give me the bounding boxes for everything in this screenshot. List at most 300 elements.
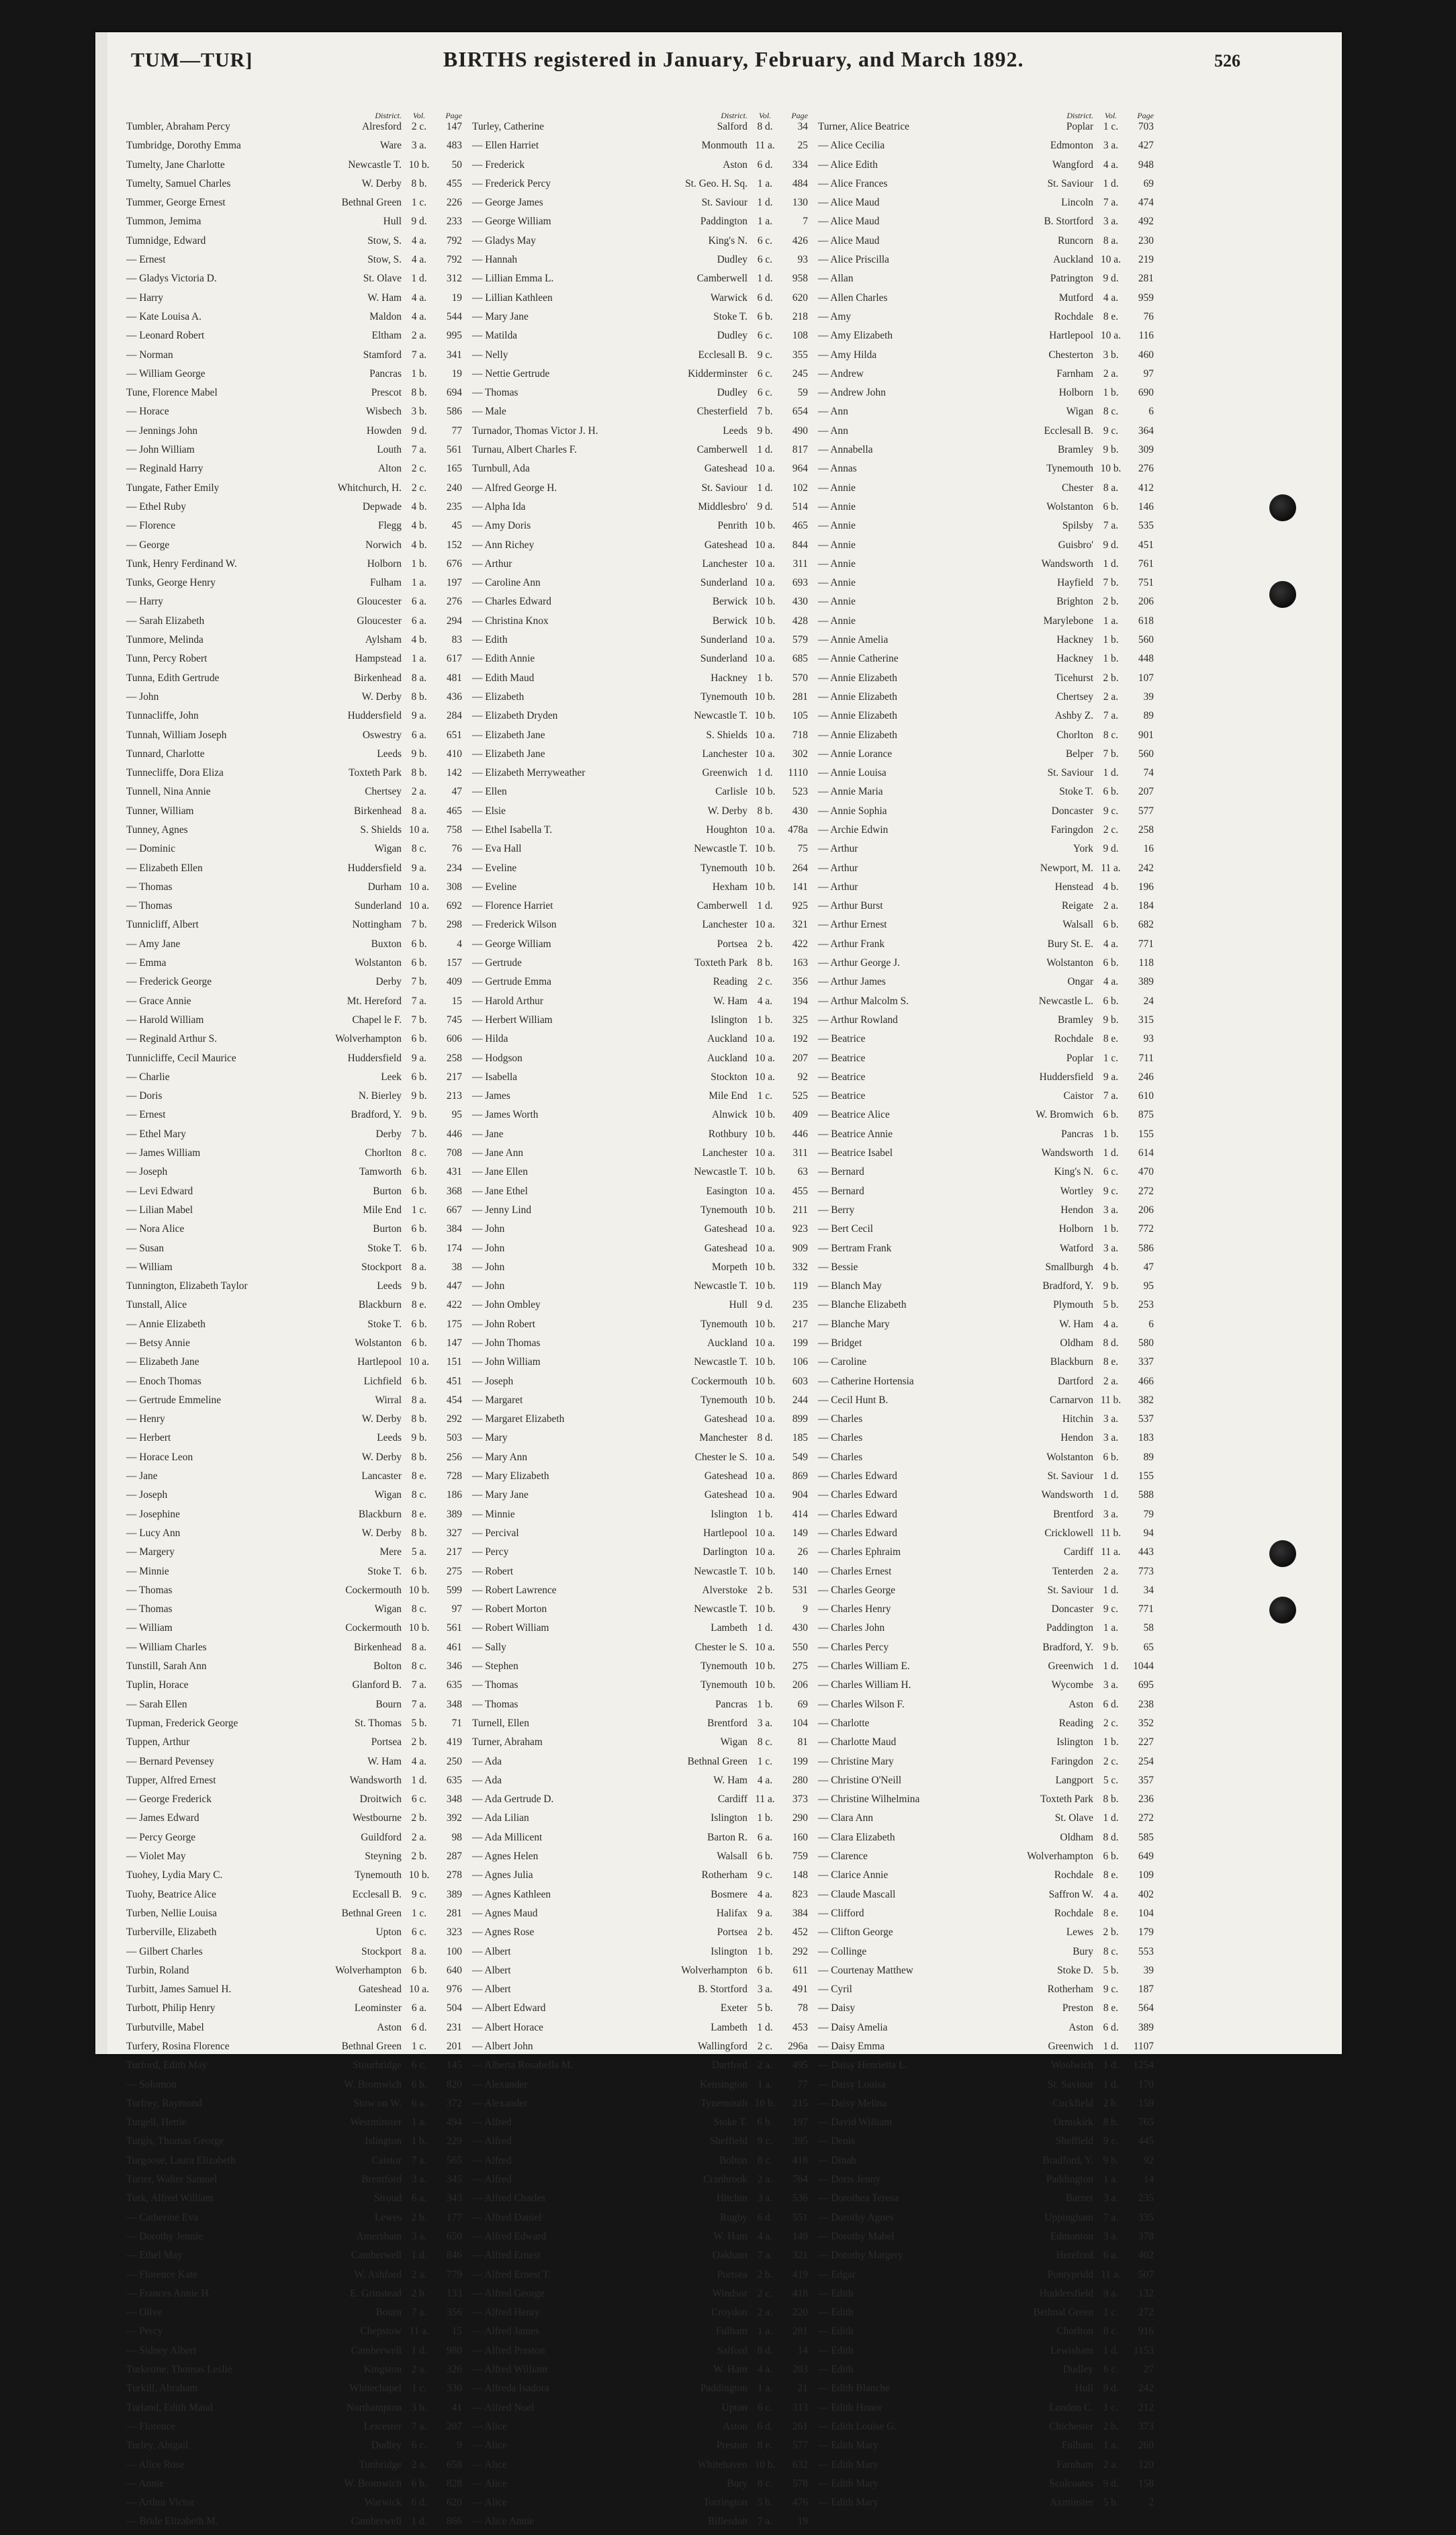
entry-page: 109 [1138,1869,1154,1881]
register-entry [818,843,1154,862]
register-entry [126,2402,462,2421]
entry-district: Farnham [1056,2458,1093,2471]
entry-district: Rotherham [701,1869,747,1881]
entry-volume: 3 a. [1103,1242,1119,1254]
entry-district: Cockermouth [345,1622,402,1634]
register-entry [126,235,462,254]
entry-district: Birkenhead [354,672,402,684]
entry-name: — Clara Elizabeth [818,1831,895,1843]
entry-district: Newcastle L. [1038,995,1093,1007]
entry-page: 470 [1138,1166,1154,1178]
entry-name: — Ada Lilian [472,1812,529,1824]
entry-name: — Courtenay Matthew [818,1964,913,1976]
entry-district: Sheffield [709,2135,747,2147]
entry-page: 78 [797,2002,808,2014]
register-entry [472,938,808,957]
entry-volume: 10 b. [754,596,776,608]
entry-volume: 1 d. [757,767,773,779]
register-entry [818,577,1154,596]
register-entry [472,881,808,900]
entry-name: — Edith [818,2287,854,2299]
entry-name: — Charles William H. [818,1679,911,1691]
entry-name: — Annie Elizabeth [818,710,897,722]
entry-page: 19 [797,2516,808,2528]
entry-page: 980 [446,2344,462,2356]
register-entry [126,1832,462,1851]
entry-district: Rochdale [1054,1033,1093,1045]
entry-district: Gateshead [358,1984,402,1996]
entry-district: Guisbro' [1058,539,1093,551]
entry-page: 24 [1143,995,1154,1007]
entry-name: — Gladys May [472,234,536,247]
entry-name: — Arthur [818,843,858,855]
entry-name: — Sally [472,1641,506,1653]
register-entry [818,1509,1154,1527]
entry-district: W. Derby [361,1413,402,1425]
register-entry [472,710,808,729]
entry-page: 227 [1138,1736,1154,1748]
entry-page: 217 [792,1318,808,1330]
register-entry [126,140,462,159]
register-entry [818,653,1154,672]
entry-page: 635 [446,1679,462,1691]
register-entry [818,1585,1154,1603]
entry-district: Camberwell [351,2516,402,2528]
entry-page: 1044 [1133,1660,1154,1673]
entry-page: 345 [446,2174,462,2186]
register-entry [126,1585,462,1603]
entry-volume: 8 c. [411,1660,427,1673]
entry-volume: 4 b. [411,634,427,646]
entry-district: Stoke T. [367,1242,402,1254]
entry-volume: 1 a. [757,2325,773,2338]
entry-volume: 3 b. [1103,349,1119,361]
register-entry [472,2022,808,2041]
entry-page: 465 [792,520,808,532]
register-entry [472,1166,808,1185]
entry-district: Stoke T. [367,1318,402,1330]
register-entry [472,121,808,140]
register-entry [472,843,808,862]
entry-district: Oswestry [362,729,402,741]
entry-district: Croydon [711,2307,747,2319]
register-entry [818,1984,1154,2002]
register-entry [472,1452,808,1470]
entry-name: — John [472,1223,505,1235]
entry-district: Hull [383,216,402,228]
register-entry [818,1109,1154,1128]
register-entry [818,2325,1154,2344]
entry-volume: 9 d. [1103,273,1119,285]
entry-name: Tunk, Henry Ferdinand W. [126,558,237,570]
entry-district: Wolstanton [1046,500,1093,513]
entry-name: Tunna, Edith Gertrude [126,672,220,684]
entry-volume: 10 b. [408,1622,430,1634]
entry-volume: 8 a. [411,1641,427,1653]
entry-name: — Elizabeth Dryden [472,710,558,722]
entry-district: Sheffield [1055,2135,1093,2147]
register-entry [126,1527,462,1546]
entry-volume: 8 e. [411,1299,427,1311]
entry-volume: 7 b. [1103,748,1119,760]
entry-district: Wolstanton [1046,1451,1093,1463]
entry-district: Lewisham [1050,2344,1093,2356]
entry-volume: 10 b. [754,1318,776,1330]
entry-district: Holborn [367,558,402,570]
entry-volume: 8 b. [411,1451,427,1463]
entry-name: — Beatrice Alice [818,1109,890,1121]
register-entry [472,2478,808,2497]
entry-name: Tunnecliffe, Dora Eliza [126,767,224,779]
register-entry [126,2135,462,2154]
entry-page: 578 [792,2477,808,2489]
entry-district: Steyning [365,1851,402,1863]
entry-page: 235 [792,1299,808,1311]
register-entry [126,520,462,539]
entry-district: Dudley [717,330,747,342]
entry-district: Auckland [707,1337,747,1349]
entry-name: — Catherine Eva [126,2211,198,2223]
entry-district: Axminster [1050,2497,1093,2509]
register-entry [818,957,1154,976]
entry-page: 348 [446,1793,462,1806]
entry-name: — Gladys Victoria D. [126,273,217,285]
register-entry [472,1223,808,1242]
entry-page: 2 [1148,2497,1154,2509]
entry-volume: 10 a. [755,634,775,646]
register-entry [472,2098,808,2117]
entry-district: Langport [1055,1774,1093,1786]
entry-volume: 10 a. [755,1641,775,1653]
entry-name: — Arthur George J. [818,957,900,969]
entry-name: — Ada Millicent [472,1831,543,1843]
entry-district: Rothbury [708,1128,747,1140]
entry-volume: 10 b. [754,1394,776,1406]
entry-volume: 9 d. [411,216,427,228]
entry-district: Northampton [346,2401,402,2413]
register-entry [126,159,462,178]
register-entry [472,1793,808,1812]
entry-volume: 4 a. [1103,292,1119,304]
entry-name: — Mary [472,1432,508,1444]
entry-volume: 1 b. [757,1698,773,1710]
register-entry [818,634,1154,653]
entry-volume: 2 a. [411,330,427,342]
entry-page: 254 [1138,1755,1154,1767]
entry-name: — Clifford [818,1907,864,1919]
entry-district: Stoke T. [713,2117,747,2129]
entry-page: 658 [446,2458,462,2471]
entry-name: — Blanche Mary [818,1318,890,1330]
entry-page: 272 [1138,1185,1154,1197]
entry-volume: 8 b. [411,1527,427,1539]
entry-name: — Elizabeth [472,691,525,703]
entry-district: Huddersfield [1039,1071,1093,1083]
register-entry [126,1509,462,1527]
entry-name: — Lillian Kathleen [472,292,553,304]
entry-name: — Charles [818,1413,863,1425]
entry-name: — Edith Annie [472,653,535,665]
entry-volume: 4 a. [411,254,427,266]
entry-district: Doncaster [1051,805,1093,817]
entry-page: 74 [1143,767,1154,779]
entry-district: Wallingford [698,2040,747,2052]
page-header-label: Page [791,111,808,120]
entry-volume: 6 d. [1103,1698,1119,1710]
entry-district: Doncaster [1051,1603,1093,1615]
entry-district: Leeds [377,1280,402,1292]
entry-volume: 4 b. [411,520,427,532]
entry-volume: 10 a. [755,1147,775,1159]
entry-name: Tunnington, Elizabeth Taylor [126,1280,248,1292]
register-entry [472,235,808,254]
entry-name: — Beatrice [818,1052,866,1064]
entry-page: 758 [446,824,462,836]
entry-name: — John William [472,1356,541,1368]
entry-page: 495 [792,2059,808,2072]
entry-volume: 9 d. [1103,2477,1119,2489]
entry-page: 773 [1138,1565,1154,1577]
entry-district: Bethnal Green [341,197,402,209]
register-entry [818,881,1154,900]
entry-volume: 4 a. [757,1888,773,1900]
entry-name: Turley, Catherine [472,121,545,132]
entry-district: Sunderland [354,900,402,912]
entry-district: Amersham [356,2230,402,2242]
entry-page: 89 [1143,1451,1154,1463]
entry-district: Gateshead [704,1470,747,1482]
entry-district: Newcastle T. [694,843,747,855]
entry-volume: 10 a. [409,824,429,836]
entry-name: — Bernard [818,1185,864,1197]
entry-page: 544 [446,310,462,322]
entry-district: Ecclesall B. [1044,425,1093,437]
entry-page: 4 [457,938,462,950]
entry-name: — Charles [818,1432,863,1444]
entry-name: — Charles Edward [472,596,551,608]
entry-district: W. Ham [367,1755,402,1767]
register-entry [818,1908,1154,1926]
entry-name: — Edith Maud [472,672,535,684]
register-entry [818,368,1154,387]
entry-name: — Lillian Emma L. [472,273,554,285]
entry-volume: 4 a. [757,2364,773,2376]
entry-name: — Edith [818,2344,854,2356]
register-entry [472,2364,808,2383]
entry-district: Kensington [700,2078,747,2090]
entry-district: Newcastle T. [694,1565,747,1577]
register-entry [818,1033,1154,1052]
entry-name: — John [472,1242,505,1254]
entry-district: Newcastle T. [694,1280,747,1292]
entry-district: Manchester [699,1432,747,1444]
register-entry [126,406,462,425]
register-entry [818,672,1154,691]
entry-name: — Susan [126,1242,165,1254]
entry-volume: 10 a. [755,463,775,475]
register-entry [472,1090,808,1109]
entry-volume: 10 b. [408,1584,430,1596]
entry-name: — Arthur Burst [818,900,883,912]
register-entry [818,1376,1154,1394]
entry-page: 474 [1138,197,1154,209]
register-entry [126,1699,462,1718]
register-entry [472,691,808,710]
entry-page: 392 [446,1812,462,1824]
entry-district: Islington [711,1945,747,1957]
register-entry [126,1452,462,1470]
entry-page: 964 [792,463,808,475]
entry-volume: 1 a. [1103,615,1119,627]
entry-page: 207 [792,1052,808,1064]
entry-name: — Charlotte [818,1717,870,1729]
entry-name: — Jane Ann [472,1147,524,1159]
entry-volume: 10 b. [754,1261,776,1273]
register-entry [818,1071,1154,1090]
entry-volume: 4 a. [1103,976,1119,988]
entry-volume: 1 b. [757,1812,773,1824]
entry-volume: 3 a. [1103,216,1119,228]
entry-page: 384 [792,1907,808,1919]
entry-name: Turford, Edith May [126,2059,208,2072]
register-entry [126,786,462,805]
entry-volume: 1 d. [411,2344,427,2356]
register-entry [818,1603,1154,1622]
entry-page: 654 [792,406,808,418]
register-entry [126,1204,462,1223]
register-entry [126,178,462,197]
register-entry [818,2059,1154,2078]
entry-page: 478a [788,824,808,836]
entry-page: 481 [446,672,462,684]
entry-volume: 8 b. [1103,2117,1119,2129]
entry-district: Dudley [717,387,747,399]
entry-district: Newcastle T. [694,1356,747,1368]
entry-page: 179 [1138,1926,1154,1939]
entry-district: Patrington [1050,273,1093,285]
entry-volume: 3 a. [1103,2192,1119,2205]
entry-page: 418 [792,2154,808,2166]
entry-name: — Dinah [818,2154,856,2166]
entry-name: — Sarah Elizabeth [126,615,205,627]
entry-volume: 10 b. [754,1280,776,1292]
entry-district: Holborn [1058,387,1093,399]
register-entry [818,995,1154,1014]
entry-volume: 9 c. [757,2135,773,2147]
entry-page: 26 [797,1546,808,1558]
entry-name: — Margery [126,1546,175,1558]
register-entry [472,2192,808,2211]
register-entry [472,1756,808,1775]
register-entry [126,995,462,1014]
entry-district: Stoke T. [367,1565,402,1577]
entry-page: 152 [446,539,462,551]
register-entry [818,463,1154,482]
entry-page: 419 [792,2268,808,2280]
entry-district: Wolverhampton [1027,1851,1093,1863]
register-entry [472,1071,808,1090]
register-entry [126,2307,462,2325]
entry-volume: 8 a. [1103,234,1119,247]
entry-page: 561 [446,1622,462,1634]
entry-volume: 2 c. [1103,1755,1119,1767]
entry-volume: 2 b. [757,1584,773,1596]
entry-volume: 1 b. [1103,634,1119,646]
register-entry [126,368,462,387]
entry-page: 95 [451,1109,462,1121]
register-entry [126,615,462,634]
entry-district: Barton R. [707,1831,747,1843]
entry-volume: 1 d. [757,1622,773,1634]
entry-name: — Albert Horace [472,2021,543,2033]
entry-volume: 10 b. [754,1204,776,1216]
entry-volume: 8 e. [411,1470,427,1482]
register-entry [126,2269,462,2288]
entry-page: 610 [1138,1090,1154,1102]
entry-district: Henstead [1054,881,1093,893]
entry-volume: 10 b. [754,1109,776,1121]
entry-page: 368 [446,1185,462,1197]
register-entry [472,1299,808,1318]
entry-district: Stow, S. [367,234,402,247]
entry-name: Tumbler, Abraham Percy [126,121,230,132]
entry-name: — Frederick Percy [472,177,551,189]
entry-page: 39 [1143,1964,1154,1976]
register-entry [472,1489,808,1508]
register-entry [472,976,808,995]
register-entry [472,1965,808,1984]
register-entry [472,1261,808,1280]
entry-district: Wigan [374,1489,402,1501]
entry-name: — Alfred James [472,2325,540,2338]
entry-name: — Stephen [472,1660,518,1673]
entry-page: 923 [792,1223,808,1235]
entry-name: — Harry [126,596,164,608]
entry-volume: 2 a. [1103,1565,1119,1577]
entry-page: 761 [1138,558,1154,570]
entry-name: Tupman, Frederick George [126,1717,238,1729]
entry-district: Aston [723,2420,747,2432]
register-entry [126,596,462,615]
entry-volume: 4 a. [757,1774,773,1786]
register-entry [126,1432,462,1451]
entry-volume: 2 a. [757,2174,773,2186]
entry-volume: 6 b. [757,1851,773,1863]
register-entry [472,672,808,691]
entry-volume: 9 d. [1103,843,1119,855]
register-entry [818,1166,1154,1185]
register-entry [818,824,1154,843]
entry-volume: 10 a. [755,729,775,741]
register-entry [472,1527,808,1546]
entry-name: Tuplin, Horace [126,1679,189,1691]
register-entry [126,1128,462,1147]
register-entry [818,1642,1154,1660]
entry-volume: 4 a. [1103,1318,1119,1330]
entry-name: — Arthur James [818,976,886,988]
entry-district: Islington [711,1812,747,1824]
entry-page: 389 [1138,2021,1154,2033]
entry-page: 378 [1138,2230,1154,2242]
entry-page: 290 [792,1812,808,1824]
entry-volume: 1 c. [1103,2307,1119,2319]
vol-header: Vol. [412,111,426,120]
entry-name: — Bessie [818,1261,858,1273]
entry-volume: 10 b. [754,710,776,722]
entry-name: — Dorothea Teresa [818,2192,899,2205]
entry-name: Turbitt, James Samuel H. [126,1984,232,1996]
register-entry [126,881,462,900]
